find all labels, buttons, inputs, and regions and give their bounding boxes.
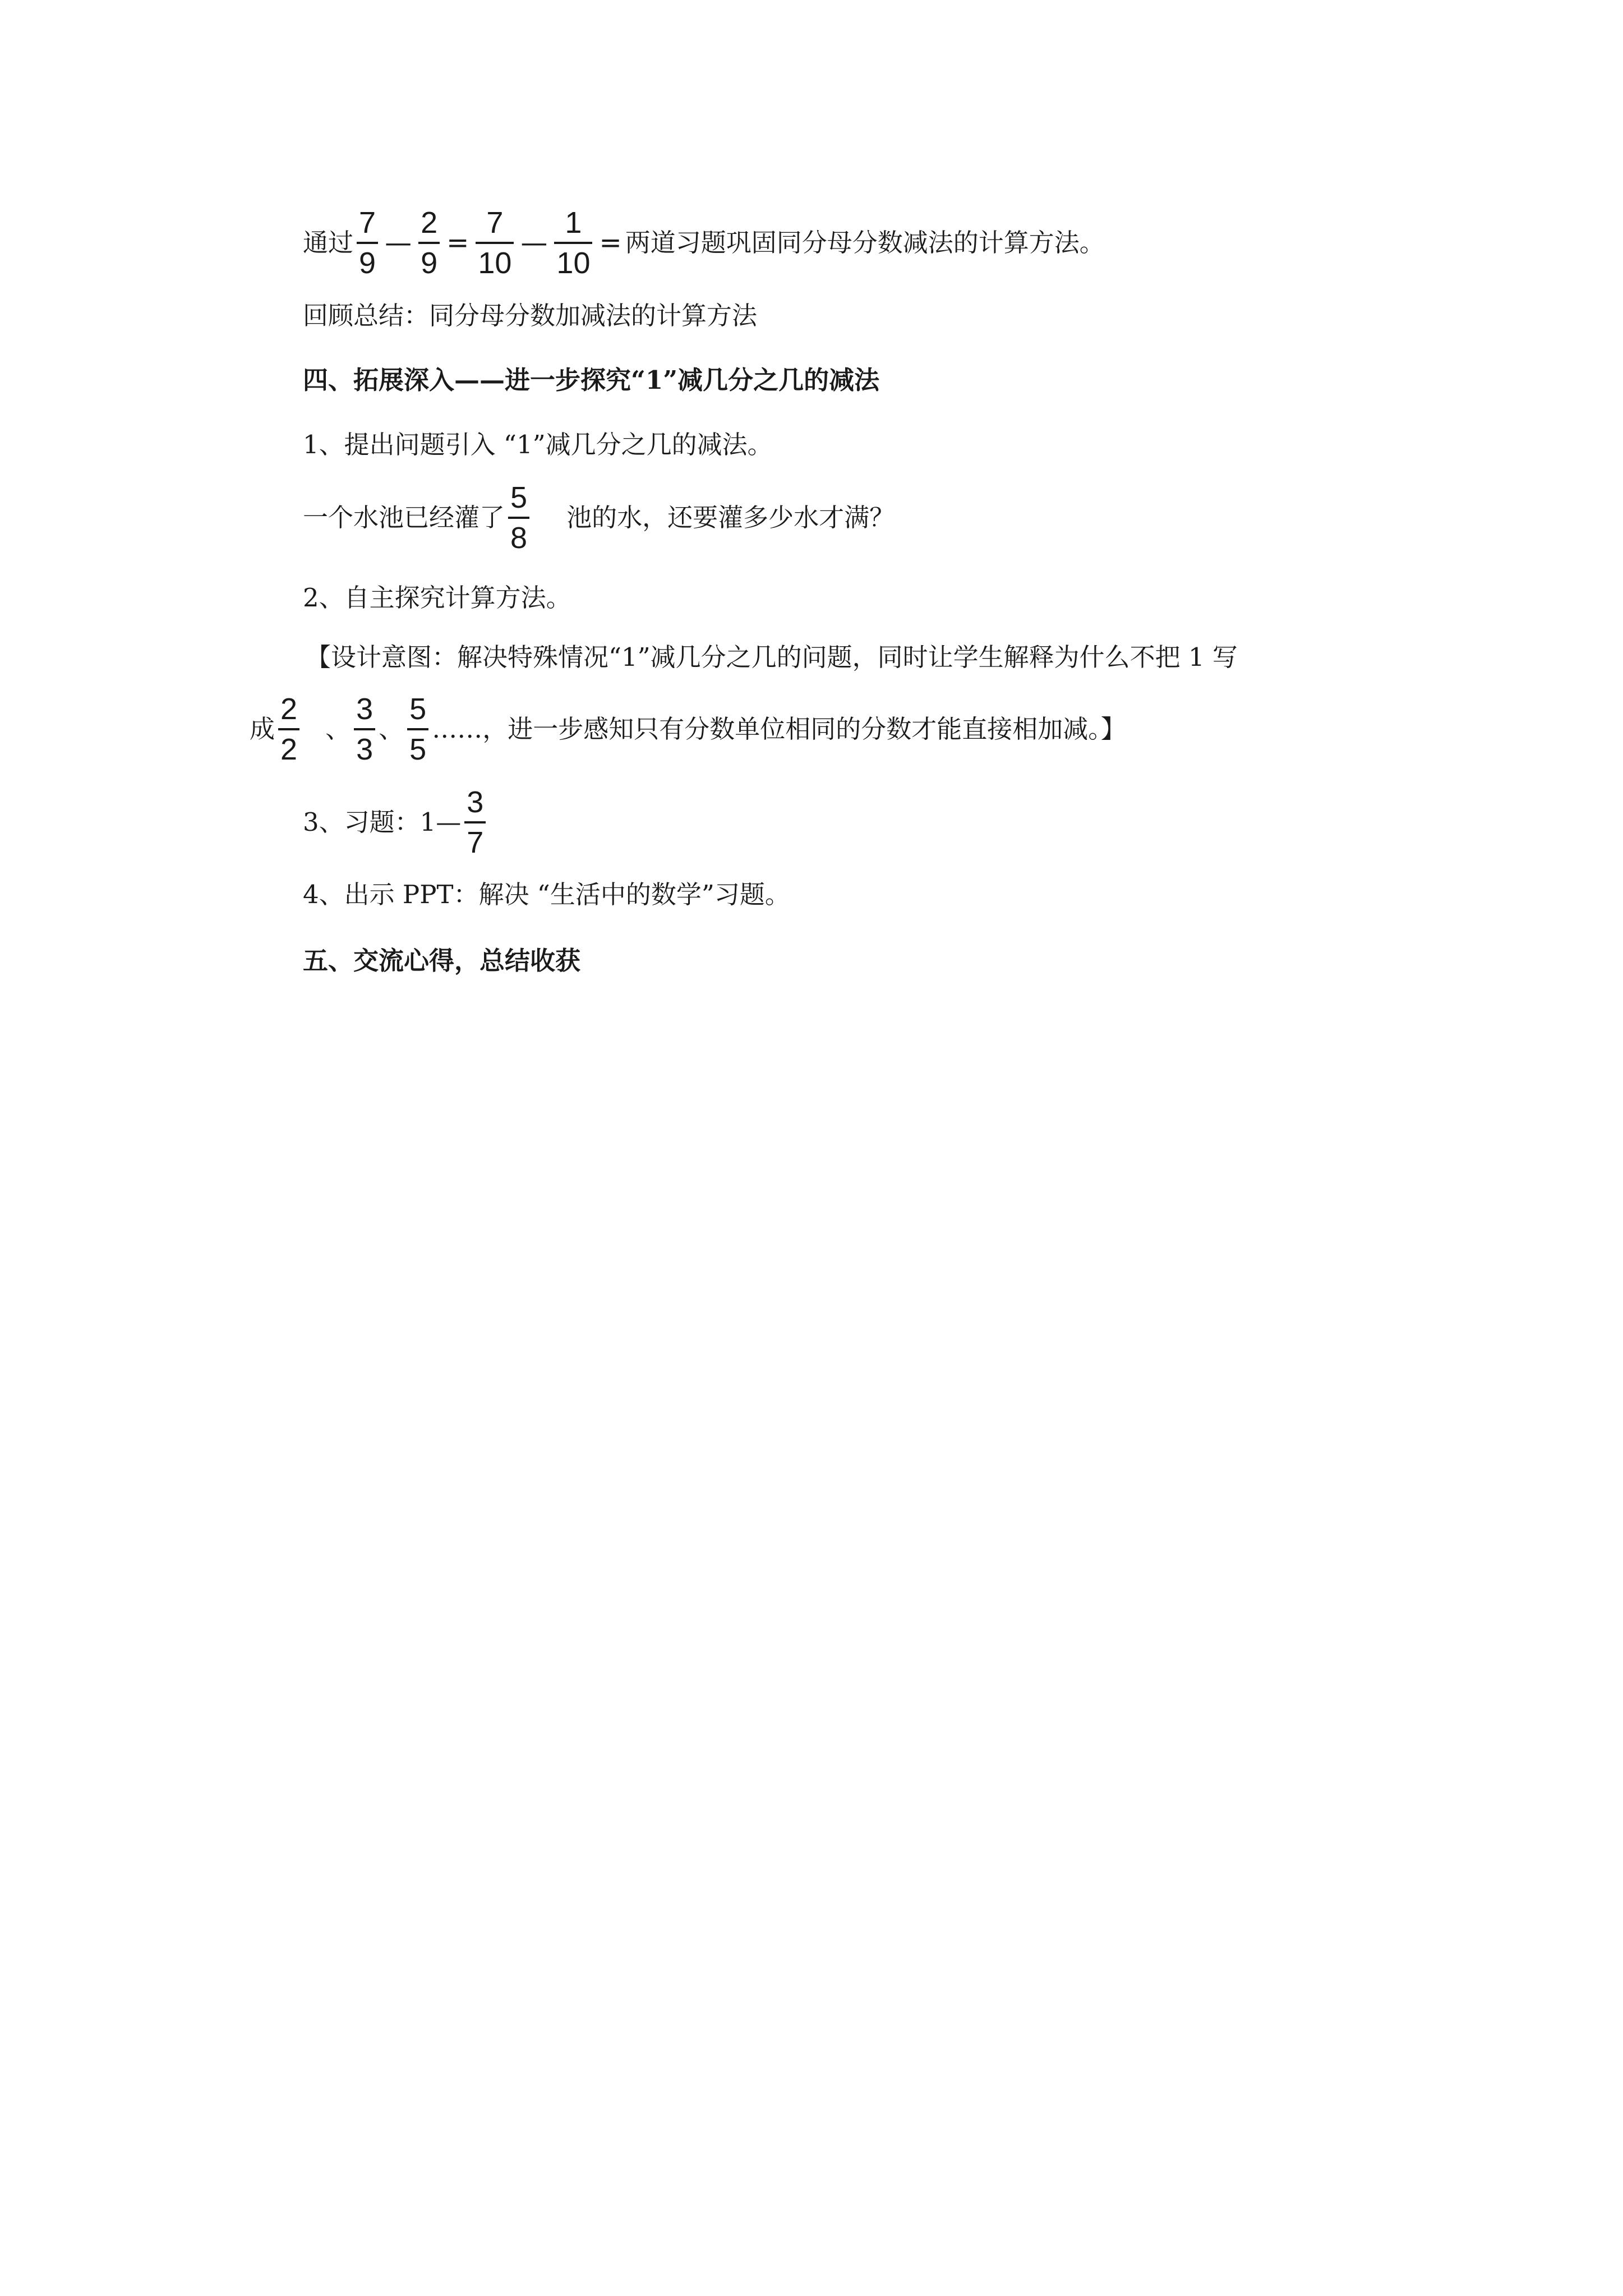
denominator: 9 [421,246,438,280]
fraction-bar [554,242,592,244]
item-3 [303,784,489,861]
fraction-7-10 [476,205,514,281]
numerator: 1 [565,206,582,240]
equals-sign: = [446,227,469,259]
denominator: 8 [510,521,528,555]
fraction-3-7 [464,784,486,861]
denominator: 7 [467,826,484,859]
fraction-bar [357,242,378,244]
minus-sign: — [520,227,548,259]
fraction-5-8 [508,480,529,556]
denominator: 9 [359,246,376,280]
numerator: 7 [359,206,376,240]
numerator: 2 [280,692,298,726]
numerator: 7 [486,206,504,240]
fraction-bar [278,728,299,730]
numerator: 3 [356,692,374,726]
design-intent-line-b [250,691,1126,767]
fraction-7-9 [357,205,378,281]
fraction-bar [407,728,428,730]
numerator: 3 [467,785,484,819]
fraction-bar [354,728,375,730]
numerator: 5 [510,481,528,514]
fraction-5-5 [407,691,428,767]
pool-prefix: 一个水池已经灌了 [303,503,505,532]
fraction-bar [508,517,529,519]
equals-sign: = [599,227,622,259]
section-heading-4: 四、拓展深入——进一步探究“1”减几分之几的减法 [303,365,880,395]
denominator: 3 [356,733,374,766]
exercise-line [303,205,1105,281]
fraction-2-2 [278,691,299,767]
item-3-prefix: 3、习题：1— [303,807,462,837]
exercise-prefix: 通过 [303,228,354,257]
numerator: 2 [421,206,438,240]
design-intent-line-a: 【设计意图：解决特殊情况“1”减几分之几的问题，同时让学生解释为什么不把 1 写 [306,642,1238,672]
pool-question [303,480,895,556]
denominator: 5 [409,733,427,766]
section-heading-5: 五、交流心得，总结收获 [303,946,581,976]
fraction-bar [418,242,440,244]
denominator: 2 [280,733,298,766]
separator: 、 [379,714,404,744]
fraction-bar [464,821,486,823]
pool-suffix: 池的水，还要灌多少水才满？ [566,503,895,532]
fraction-bar [476,242,514,244]
minus-sign: — [385,227,412,259]
review-summary: 回顾总结：同分母分数加减法的计算方法 [303,301,758,330]
item-4: 4、出示 PPT：解决 “生活中的数学”习题。 [303,880,790,909]
denominator: 10 [556,246,591,280]
numerator: 5 [409,692,427,726]
fraction-1-10 [554,205,592,281]
design-suffix: ……，进一步感知只有分数单位相同的分数才能直接相加减。】 [432,714,1126,744]
fraction-2-9 [418,205,440,281]
exercise-suffix: 两道习题巩固同分母分数减法的计算方法。 [625,228,1105,257]
item-1: 1、提出问题引入 “1”减几分之几的减法。 [303,430,773,459]
denominator: 10 [478,246,512,280]
item-2: 2、自主探究计算方法。 [303,583,571,613]
fraction-3-3 [354,691,375,767]
design-prefix: 成 [250,714,275,744]
separator: 、 [325,714,351,744]
